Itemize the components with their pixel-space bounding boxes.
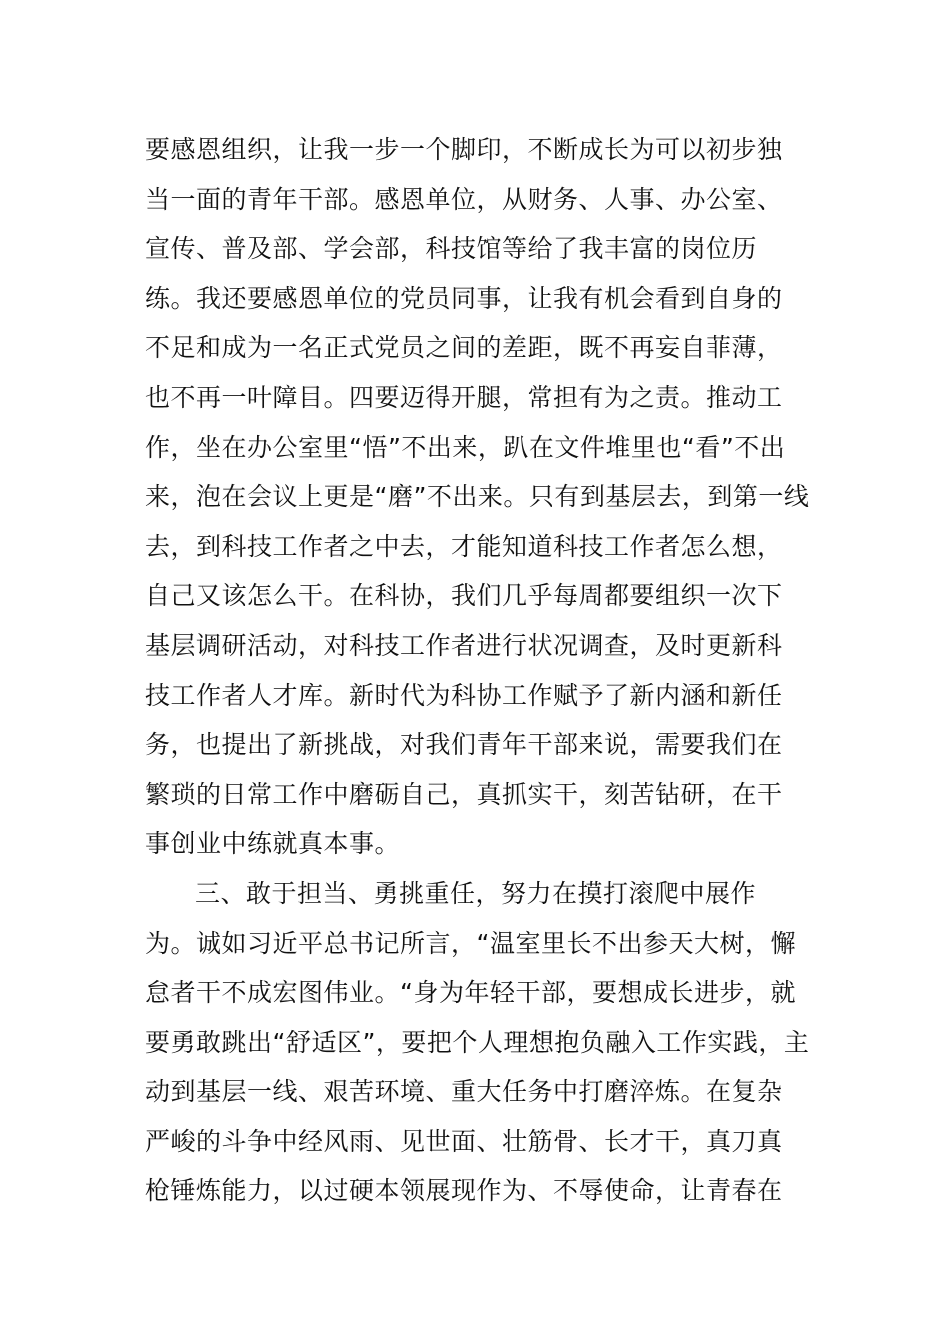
text-line: 基层调研活动，对科技工作者进行状况调查，及时更新科 (145, 630, 783, 660)
body-text (145, 125, 810, 1216)
text-line: 要勇敢跳出“舒适区”，要把个人理想抱负融入工作实践，主 (145, 1027, 810, 1057)
text-line: 繁琐的日常工作中磨砺自己，真抓实干，刻苦钻研，在干 (145, 779, 783, 809)
text-line: 来，泡在会议上更是“磨”不出来。只有到基层去，到第一线 (145, 482, 810, 512)
text-line: 练。我还要感恩单位的党员同事，让我有机会看到自身的 (145, 283, 783, 313)
text-line: 怠者干不成宏图伟业。“身为年轻干部，要想成长进步，就 (145, 978, 796, 1008)
paragraph-2 (145, 869, 810, 1216)
text-line: 当一面的青年干部。感恩单位，从财务、人事、办公室、 (145, 184, 783, 214)
text-line: 三、敢于担当、勇挑重任，努力在摸打滚爬中展作 (195, 878, 757, 908)
text-line: 自己又该怎么干。在科协，我们几乎每周都要组织一次下 (145, 581, 783, 611)
text-line: 技工作者人才库。新时代为科协工作赋予了新内涵和新任 (145, 680, 783, 710)
text-line: 事创业中练就真本事。 (145, 829, 401, 859)
text-line: 动到基层一线、艰苦环境、重大任务中打磨淬炼。在复杂 (145, 1077, 783, 1107)
text-line: 严峻的斗争中经风雨、见世面、壮筋骨、长才干，真刀真 (145, 1126, 783, 1156)
text-line: 要感恩组织，让我一步一个脚印，不断成长为可以初步独 (145, 135, 783, 164)
text-line: 去，到科技工作者之中去，才能知道科技工作者怎么想， (145, 531, 783, 561)
text-line: 为。诚如习近平总书记所言，“温室里长不出参天大树，懈 (145, 928, 796, 958)
text-line: 不足和成为一名正式党员之间的差距，既不再妄自菲薄， (145, 333, 783, 363)
text-line: 也不再一叶障目。四要迈得开腿，常担有为之责。推动工 (145, 382, 783, 412)
text-line: 枪锤炼能力，以过硬本领展现作为、不辱使命，让青春在 (145, 1176, 783, 1206)
text-line: 作，坐在办公室里“悟”不出来，趴在文件堆里也“看”不出 (145, 432, 786, 462)
text-line: 宣传、普及部、学会部，科技馆等给了我丰富的岗位历 (145, 234, 758, 264)
text-line: 务，也提出了新挑战，对我们青年干部来说，需要我们在 (145, 730, 783, 760)
paragraph-1 (145, 125, 810, 869)
